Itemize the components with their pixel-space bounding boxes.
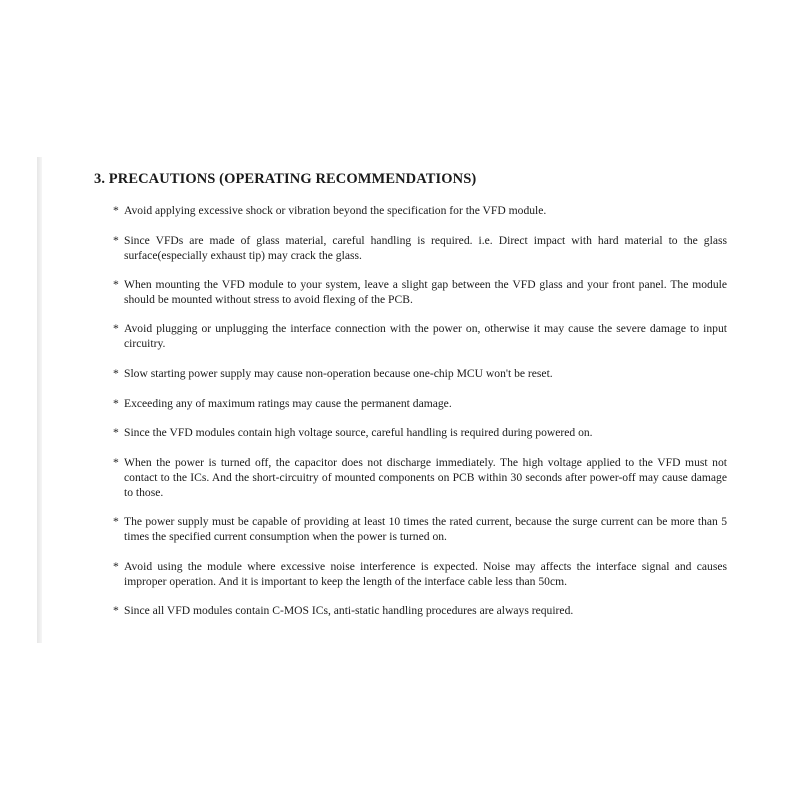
precaution-item-1 [113, 203, 727, 218]
page-edge-shadow [37, 157, 42, 643]
precaution-text: Since all VFD modules contain C-MOS ICs, anti-static handling procedures are always required. [124, 604, 574, 617]
precaution-text: When mounting the VFD module to your system, leave a slight gap between the VFD glass and your front panel. The module should be mounted without stress to avoid flexing of the PCB. [124, 278, 727, 306]
bullet-star: * [113, 204, 119, 217]
bullet-star: * [113, 515, 119, 528]
bullet-star: * [113, 397, 119, 410]
bullet-star: * [113, 367, 119, 380]
precaution-text: Exceeding any of maximum ratings may cause the permanent damage. [124, 397, 452, 410]
bullet-star: * [113, 456, 119, 469]
precaution-item-8 [113, 455, 727, 500]
precaution-text: The power supply must be capable of providing at least 10 times the rated current, because the surge current can be more than 5 times the specified current consumption when the power is turned on. [124, 515, 727, 543]
precaution-text: Slow starting power supply may cause non-operation because one-chip MCU won't be reset. [124, 367, 553, 380]
precaution-item-10 [113, 559, 727, 589]
precaution-item-4 [113, 321, 727, 351]
precaution-item-5 [113, 366, 727, 381]
section-heading: 3. PRECAUTIONS (OPERATING RECOMMENDATIONS) [94, 171, 477, 187]
precaution-item-6 [113, 396, 727, 411]
precaution-text: When the power is turned off, the capacitor does not discharge immediately. The high voltage applied to the VFD must not contact to the ICs. And the short-circuitry of mounted components on PCB within 30 seconds after power-off may cause damage to those. [124, 456, 727, 499]
precaution-text: Avoid plugging or unplugging the interface connection with the power on, otherwise it may cause the severe damage to input circuitry. [124, 322, 727, 350]
bullet-star: * [113, 604, 119, 617]
precaution-text: Since VFDs are made of glass material, careful handling is required. i.e. Direct impact with hard material to the glass surface(especially exhaust tip) may crack the glass. [124, 234, 727, 262]
bullet-star: * [113, 278, 119, 291]
precaution-text: Since the VFD modules contain high voltage source, careful handling is required during powered on. [124, 426, 593, 439]
bullet-star: * [113, 234, 119, 247]
bullet-star: * [113, 560, 119, 573]
precaution-item-3 [113, 277, 727, 307]
precaution-item-11 [113, 603, 727, 618]
precaution-text: Avoid using the module where excessive noise interference is expected. Noise may affects the interface signal and causes improper operation. And it is important to keep the length of the interface cable less than 50cm. [124, 560, 727, 588]
precaution-item-2 [113, 233, 727, 263]
bullet-star: * [113, 322, 119, 335]
precaution-text: Avoid applying excessive shock or vibration beyond the specification for the VFD module. [124, 204, 547, 217]
bullet-star: * [113, 426, 119, 439]
precaution-item-7 [113, 425, 727, 440]
precaution-item-9 [113, 514, 727, 544]
